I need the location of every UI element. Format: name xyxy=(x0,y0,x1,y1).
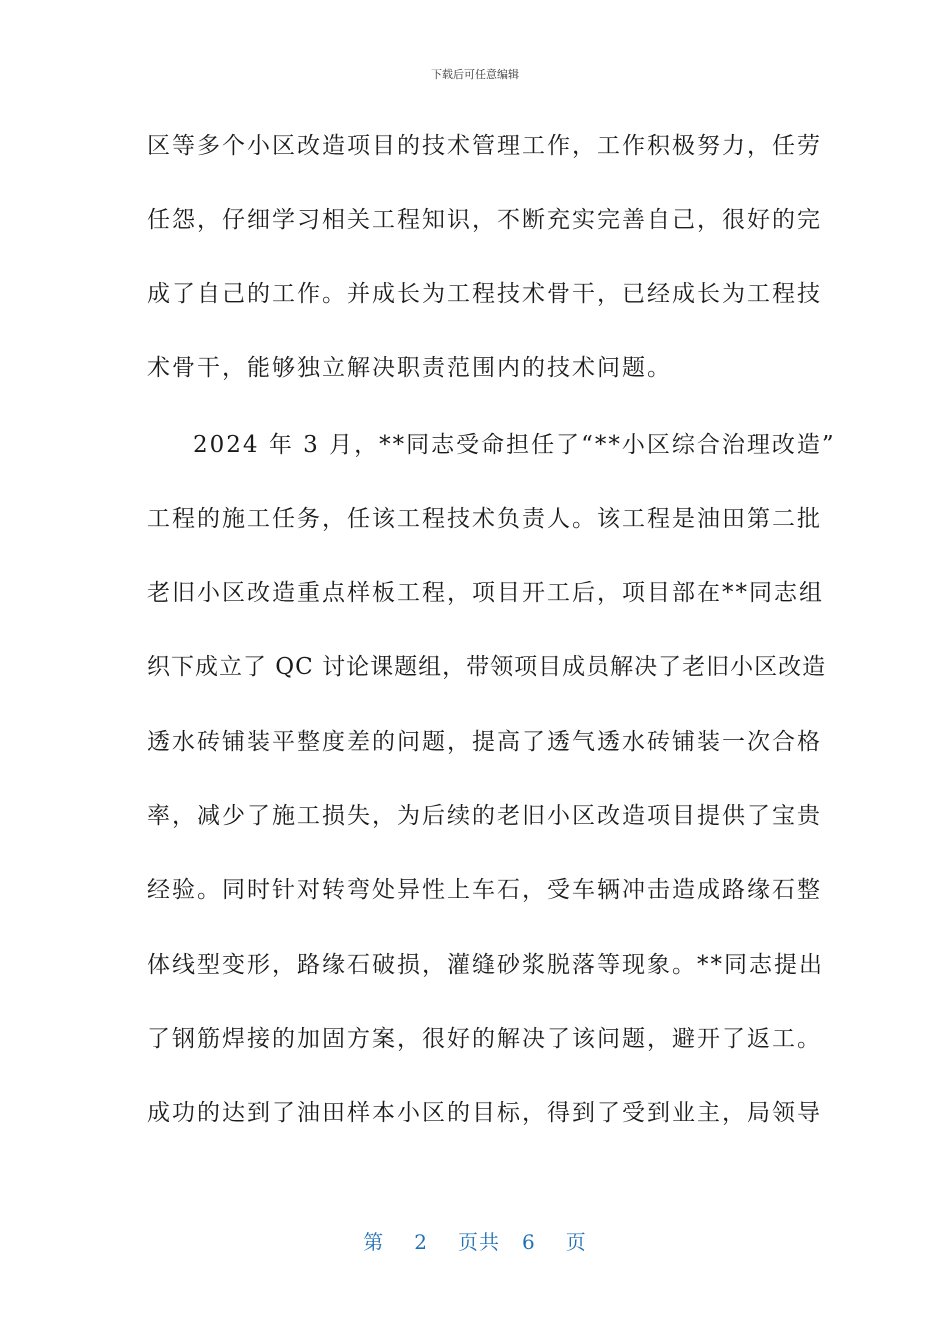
body-line-14: 成功的达到了油田样本小区的目标，得到了受到业主，局领导 xyxy=(147,1100,822,1126)
body-line-4: 术骨干，能够独立解决职责范围内的技术问题。 xyxy=(147,355,672,381)
body-line-7: 老旧小区改造重点样板工程，项目开工后，项目部在**同志组 xyxy=(147,580,824,606)
body-line-12: 体线型变形，路缘石破损，灌缝砂浆脱落等现象。**同志提出 xyxy=(147,952,824,978)
body-line-2: 任怨，仔细学习相关工程知识，不断充实完善自己，很好的完 xyxy=(147,207,822,233)
body-line-8: 织下成立了 QC 讨论课题组，带领项目成员解决了老旧小区改造 xyxy=(147,654,827,680)
body-line-11: 经验。同时针对转弯处异性上车石，受车辆冲击造成路缘石整 xyxy=(147,877,822,903)
footer-current-page: 2 xyxy=(414,1230,428,1254)
body-line-6: 工程的施工任务，任该工程技术负责人。该工程是油田第二批 xyxy=(147,506,822,532)
footer-suffix: 页 xyxy=(565,1230,587,1254)
body-line-13: 了钢筋焊接的加固方案，很好的解决了该问题，避开了返工。 xyxy=(147,1026,822,1052)
footer-middle: 页共 xyxy=(458,1230,500,1254)
page-footer xyxy=(0,1226,950,1255)
body-line-10: 率，减少了施工损失，为后续的老旧小区改造项目提供了宝贵 xyxy=(147,803,822,829)
body-line-9: 透水砖铺装平整度差的问题，提高了透气透水砖铺装一次合格 xyxy=(147,729,822,755)
header-note: 下载后可任意编辑 xyxy=(431,68,519,81)
body-line-1: 区等多个小区改造项目的技术管理工作，工作积极努力，任劳 xyxy=(147,133,822,159)
footer-prefix: 第 xyxy=(363,1230,385,1254)
body-line-3: 成了自己的工作。并成长为工程技术骨干，已经成长为工程技 xyxy=(147,281,822,307)
body-line-5: 2024 年 3 月，**同志受命担任了“**小区综合治理改造” xyxy=(193,432,836,458)
footer-total-pages: 6 xyxy=(522,1230,536,1254)
